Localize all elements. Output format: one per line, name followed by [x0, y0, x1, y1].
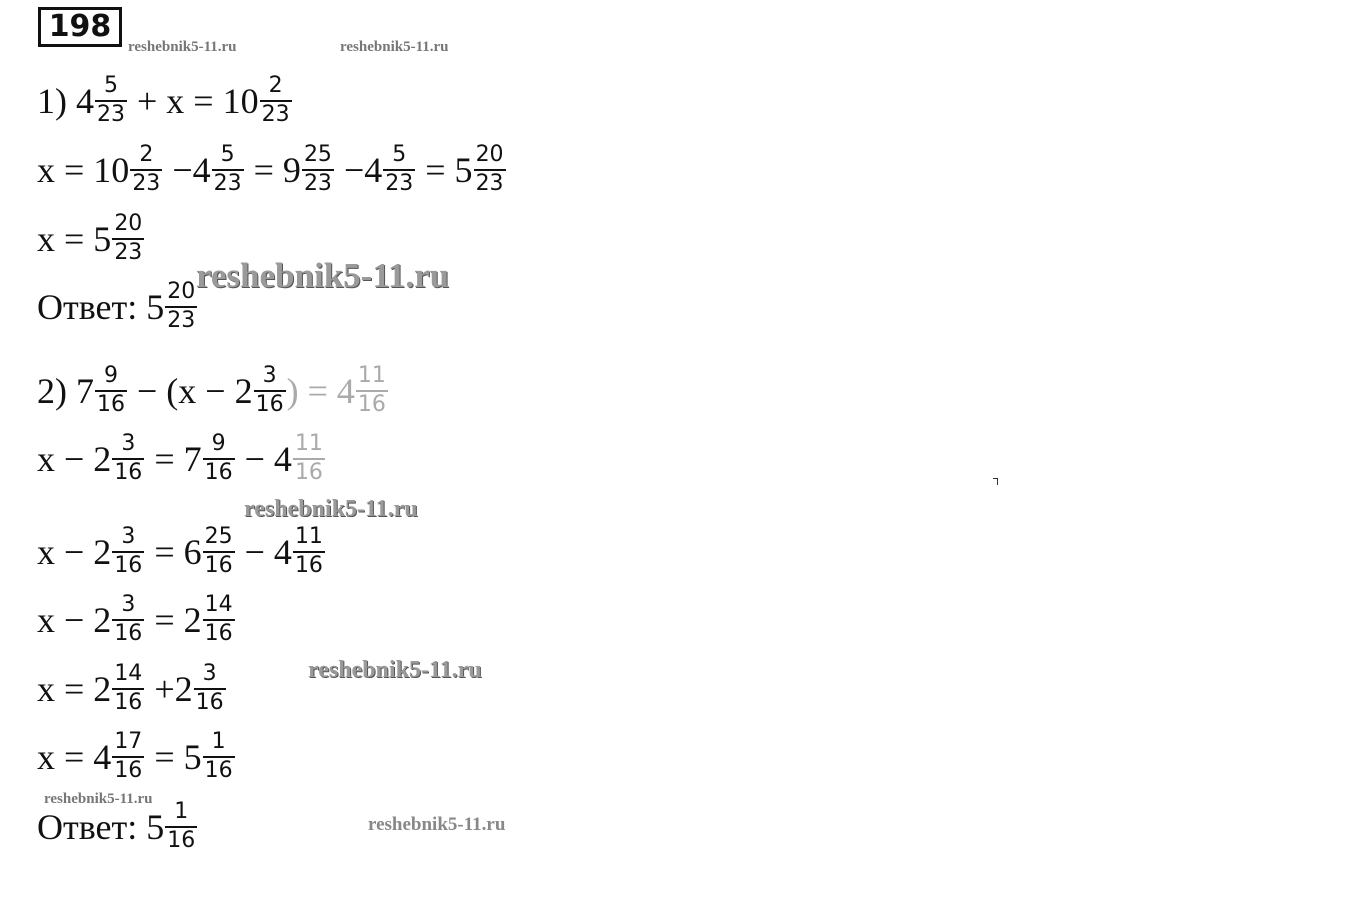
fraction: $\frac{14}{16}$ — [204, 592, 233, 646]
part1-equation: 1) 4 $\frac{5}{23}$ + x = 10 $\frac{2}{23}$ — [37, 73, 290, 127]
fraction: $\frac{20}{23}$ — [167, 279, 196, 333]
fraction: $\frac{9}{16}$ — [97, 363, 125, 417]
part2-step: x = 2 $\frac{14}{16}$ +2 $\frac{3}{16}$ — [37, 661, 224, 715]
fraction: $\frac{20}{23}$ — [114, 211, 143, 265]
fraction: $\frac{17}{16}$ — [114, 729, 143, 783]
fraction: $\frac{11}{16}$ — [357, 363, 386, 417]
watermark: reshebnik5-11.ru — [44, 791, 153, 807]
watermark: reshebnik5-11.ru — [128, 39, 237, 55]
watermark: reshebnik5-11.ru — [308, 657, 482, 683]
fraction: $\frac{2}{23}$ — [132, 142, 161, 196]
part2-equation: 2) 7 $\frac{9}{16}$ − (x − 2 $\frac{3}{16}$ ) = 4 $\frac{11}{16}$ — [37, 363, 386, 417]
fraction: $\frac{1}{16}$ — [167, 799, 196, 853]
fraction: $\frac{3}{16}$ — [114, 431, 143, 485]
fraction: $\frac{3}{16}$ — [114, 524, 143, 578]
part2-result: x = 4 $\frac{17}{16}$ = 5 $\frac{1}{16}$ — [37, 729, 233, 783]
part2-step: x − 2 $\frac{3}{16}$ = 2 $\frac{14}{16}$ — [37, 592, 233, 646]
fraction: $\frac{3}{16}$ — [255, 363, 284, 417]
fraction: $\frac{11}{16}$ — [294, 524, 323, 578]
fraction: $\frac{14}{16}$ — [114, 661, 143, 715]
fraction: $\frac{5}{23}$ — [213, 142, 242, 196]
scan-speck — [993, 478, 998, 485]
fraction: $\frac{20}{23}$ — [475, 142, 504, 196]
fraction: $\frac{25}{23}$ — [303, 142, 332, 196]
fraction: $\frac{9}{16}$ — [204, 431, 233, 485]
fraction: $\frac{3}{16}$ — [195, 661, 224, 715]
watermark: reshebnik5-11.ru — [340, 39, 449, 55]
part1-answer: Ответ: 5 $\frac{20}{23}$ — [37, 279, 196, 333]
fraction: $\frac{5}{23}$ — [385, 142, 414, 196]
part2-step: x − 2 $\frac{3}{16}$ = 7 $\frac{9}{16}$ − 4 $\frac{11}{16}$ — [37, 431, 323, 485]
watermark: reshebnik5-11.ru — [196, 256, 450, 295]
fraction: $\frac{2}{23}$ — [261, 73, 290, 127]
part2-answer: Ответ: 5 $\frac{1}{16}$ — [37, 799, 196, 853]
watermark: reshebnik5-11.ru — [368, 814, 506, 835]
part1-step: x = 10 $\frac{2}{23}$ −4 $\frac{5}{23}$ = 9 $\frac{25}{23}$ −4 $\frac{5}{23}$ = 5 $\frac{20}{23}$ — [37, 142, 504, 196]
fraction: $\frac{25}{16}$ — [204, 524, 233, 578]
fraction: $\frac{3}{16}$ — [114, 592, 143, 646]
problem-number: 198 — [38, 7, 122, 47]
part2-step: x − 2 $\frac{3}{16}$ = 6 $\frac{25}{16}$ − 4 $\frac{11}{16}$ — [37, 524, 323, 578]
fraction: $\frac{5}{23}$ — [97, 73, 125, 127]
part1-result: x = 5 $\frac{20}{23}$ — [37, 211, 143, 265]
fraction: $\frac{1}{16}$ — [204, 729, 233, 783]
fraction: $\frac{11}{16}$ — [294, 431, 323, 485]
watermark: reshebnik5-11.ru — [244, 496, 418, 522]
